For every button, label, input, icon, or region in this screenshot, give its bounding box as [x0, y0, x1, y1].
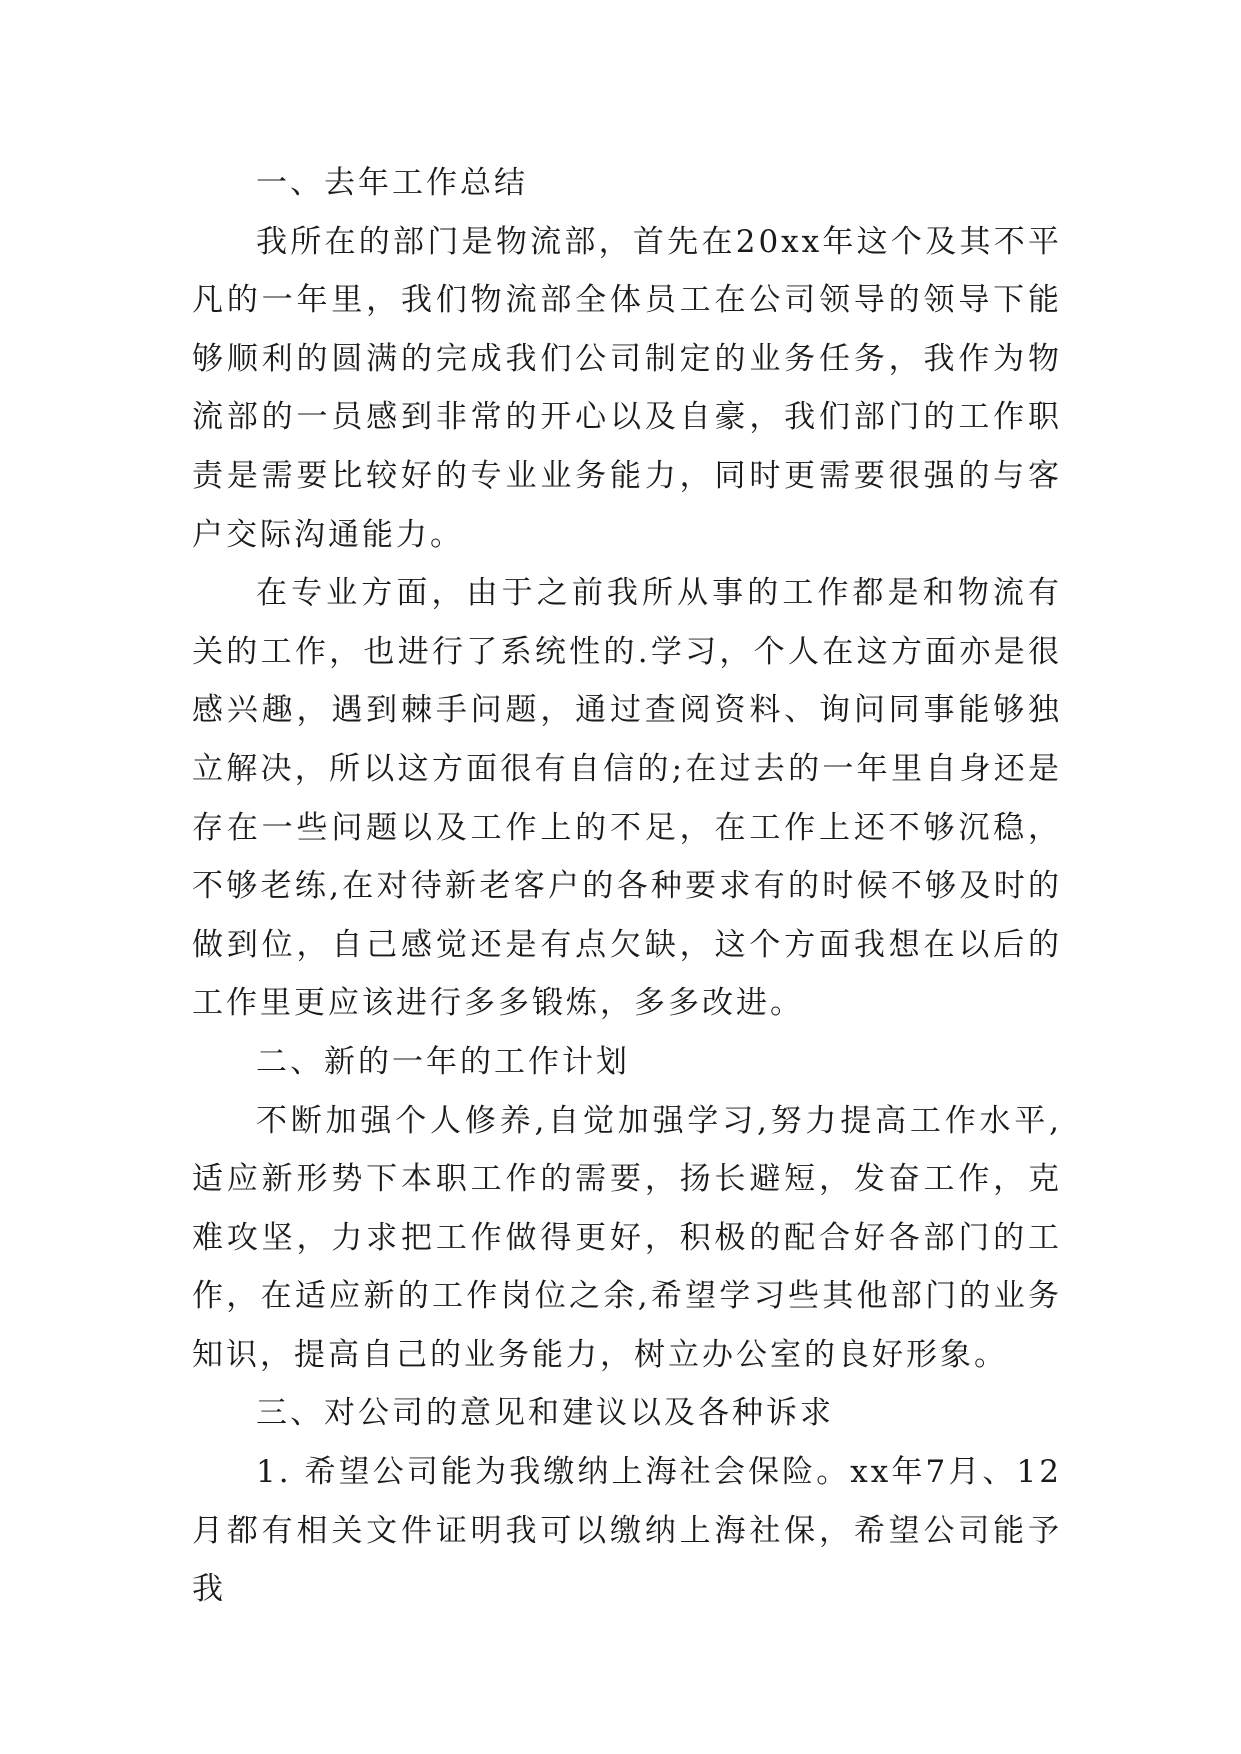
- section-heading-3: 三、对公司的意见和建议以及各种诉求: [256, 1395, 834, 1432]
- paragraph-work-plan: 不断加强个人修养,自觉加强学习,努力提高工作水平,适应新形势下本职工作的需要，扬长避短，发奋工作，克难攻坚，力求把工作做得更好，积极的配合好各部门的工作，在适应新的工作岗位之余,希望学习些其他部门的业务知识，提高自己的业务能力，树立办公室的良好形象。: [192, 1102, 1062, 1373]
- paragraph-suggestion-1: 1. 希望公司能为我缴纳上海社会保险。xx年7月、12月都有相关文件证明我可以缴纳上海社保，希望公司能予我: [192, 1454, 1062, 1608]
- paragraph-professional-aspect: 在专业方面，由于之前我所从事的工作都是和物流有关的工作，也进行了系统性的.学习，个人在这方面亦是很感兴趣，遇到棘手问题，通过查阅资料、询问同事能够独立解决，所以这方面很有自信的;在过去的一年里自身还是存在一些问题以及工作上的不足，在工作上还不够沉稳，不够老练,在对待新老客户的各种要求有的时候不够及时的做到位，自己感觉还是有点欠缺，这个方面我想在以后的工作里更应该进行多多锻炼，多多改进。: [192, 575, 1062, 1022]
- section-heading-1: 一、去年工作总结: [256, 165, 528, 201]
- document-body: [192, 154, 1062, 1619]
- paragraph-department-intro: 我所在的部门是物流部，首先在20xx年这个及其不平凡的一年里，我们物流部全体员工在公司领导的领导下能够顺利的圆满的完成我们公司制定的业务任务，我作为物流部的一员感到非常的开心以及自豪，我们部门的工作职责是需要比较好的专业业务能力，同时更需要很强的与客户交际沟通能力。: [192, 223, 1062, 553]
- section-heading-2: 二、新的一年的工作计划: [256, 1043, 630, 1080]
